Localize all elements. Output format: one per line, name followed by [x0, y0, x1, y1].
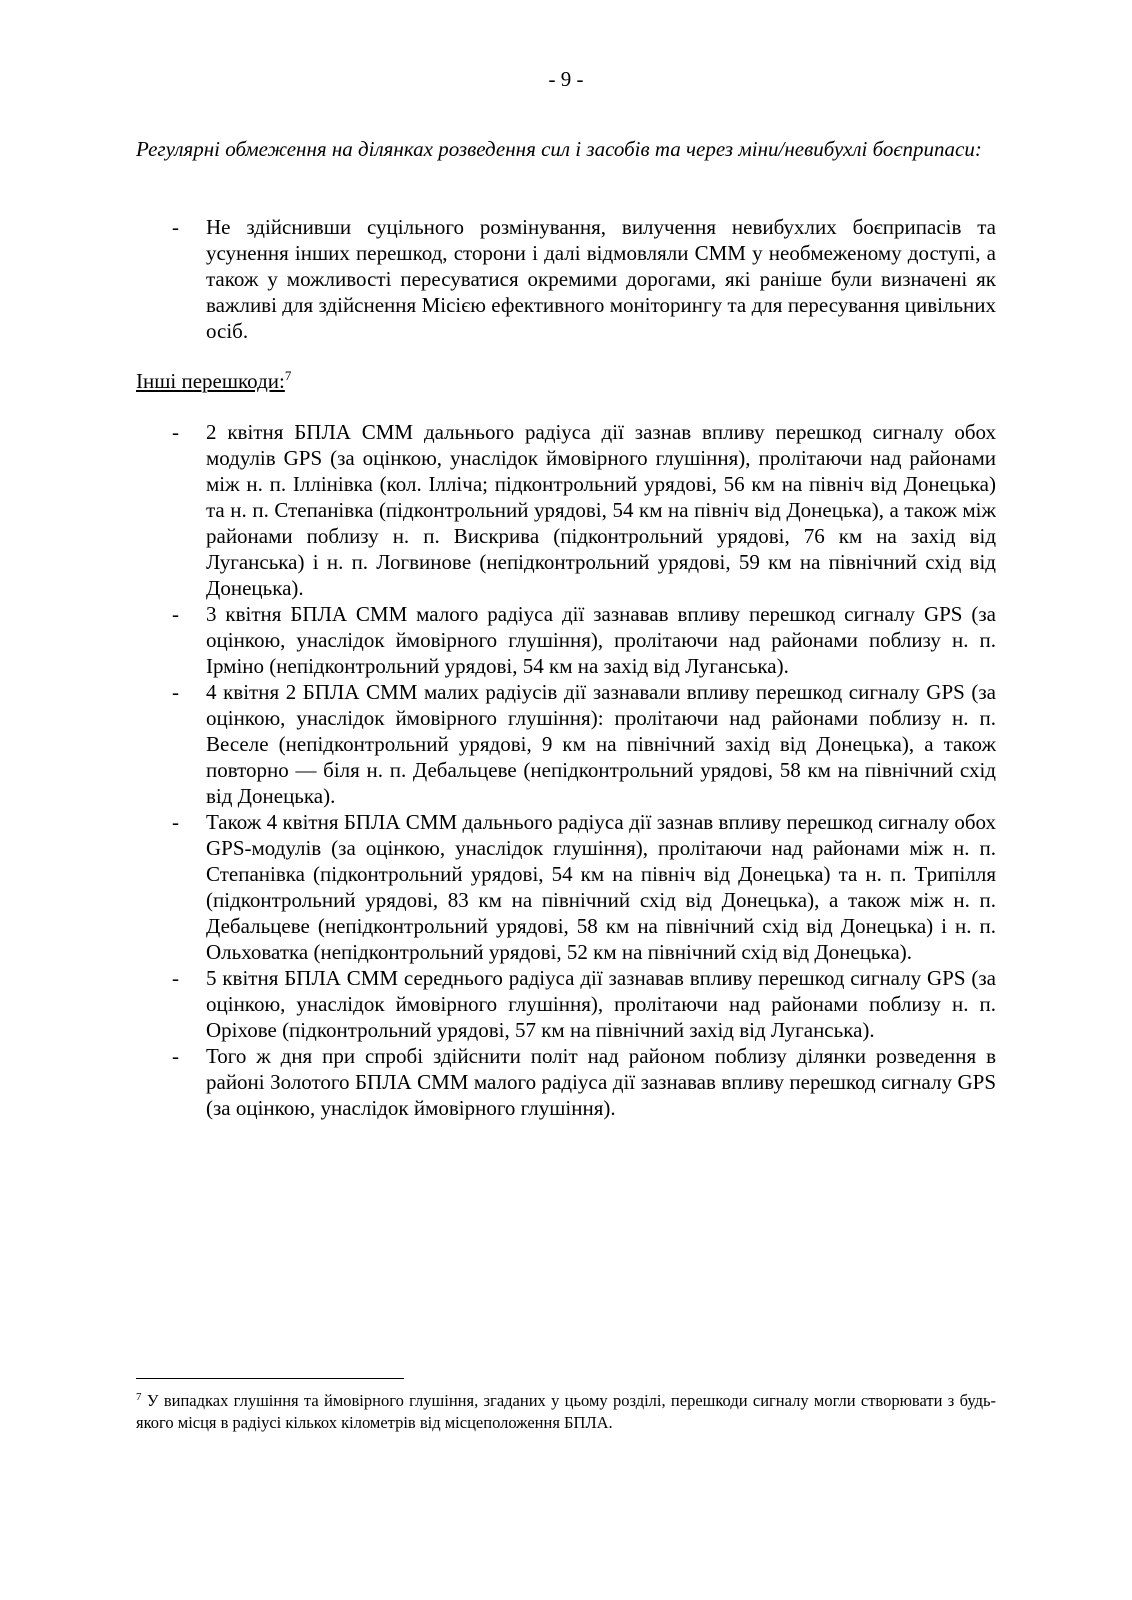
list-item — [136, 419, 996, 601]
page-number: - 9 - — [548, 67, 584, 91]
other-obstacles-list — [136, 419, 996, 1121]
list-item-text: 2 квітня БПЛА СММ дальнього радіуса дії зазнав впливу перешкод сигналу обох модулів GPS (за оцінкою, унаслідок ймовірного глушіння), пролітаючи над районами між н. п. Іллінівка (кол. Ілліча; підконтрольний урядові, 56 км на північ від Донецька) та н. п. Степанівка (підконтрольний урядові, 54 км на північ від Донецька), а також між районами поблизу н. п. Вискрива (підконтрольний урядові, 76 км на захід від Луганська) і н. п. Логвинове (непідконтрольний урядові, 59 км на північний схід від Донецька). — [206, 420, 996, 600]
footnote — [136, 1390, 996, 1434]
footnote-reference[interactable]: 7 — [284, 368, 292, 383]
footnote-number: 7 — [136, 1391, 142, 1403]
list-item-text: 5 квітня БПЛА СММ середнього радіуса дії зазнавав впливу перешкод сигналу GPS (за оцінкою, унаслідок ймовірного глушіння), пролітаючи над районами поблизу н. п. Оріхове (підконтрольний урядові, 57 км на північний захід від Луганська). — [206, 966, 996, 1042]
bullet-dash: - — [172, 215, 179, 239]
list-item — [136, 679, 996, 809]
bullet-dash: - — [172, 810, 179, 834]
restrictions-list — [136, 214, 996, 344]
other-obstacles-heading — [136, 368, 291, 394]
footnote-text: У випадках глушіння та ймовірного глушіння, згаданих у цьому розділі, перешкоди сигналу могли створювати з будь-якого місця в радіусі кількох кілометрів від місцеположення БПЛА. — [136, 1391, 996, 1432]
list-item — [136, 809, 996, 965]
bullet-dash: - — [172, 966, 179, 990]
bullet-dash: - — [172, 420, 179, 444]
list-item-text: Також 4 квітня БПЛА СММ дальнього радіуса дії зазнав впливу перешкод сигналу обох GPS-модулів (за оцінкою, унаслідок глушіння), пролітаючи над районами між н. п. Степанівка (підконтрольний урядові, 54 км на північ від Донецька) та н. п. Трипілля (підконтрольний урядові, 83 км на північний схід від Донецька), а також між н. п. Дебальцеве (непідконтрольний урядові, 58 км на північний схід від Донецька) і н. п. Ольховатка (непідконтрольний урядові, 52 км на північний схід від Донецька). — [206, 810, 996, 964]
list-item-text: Не здійснивши суцільного розмінування, вилучення невибухлих боєприпасів та усунення інших перешкод, сторони і далі відмовляли СММ у необмеженому доступі, а також у можливості пересуватися окремими дорогами, які раніше були визначені як важливі для здійснення Місією ефективного моніторингу та для пересування цивільних осіб. — [206, 215, 996, 343]
list-item-text: 3 квітня БПЛА СММ малого радіуса дії зазнавав впливу перешкод сигналу GPS (за оцінкою, унаслідок ймовірного глушіння), пролітаючи над районами поблизу н. п. Ірміно (непідконтрольний урядові, 54 км на захід від Луганська). — [206, 602, 996, 678]
bullet-dash: - — [172, 680, 179, 704]
list-item — [136, 965, 996, 1043]
other-obstacles-heading-text: Інші перешкоди: — [136, 369, 285, 393]
list-item-text: Того ж дня при спробі здійснити політ над районом поблизу ділянки розведення в районі Золотого БПЛА СММ малого радіуса дії зазнавав впливу перешкод сигналу GPS (за оцінкою, унаслідок ймовірного глушіння). — [206, 1044, 996, 1120]
bullet-dash: - — [172, 1044, 179, 1068]
list-item — [136, 601, 996, 679]
footnote-separator — [136, 1378, 404, 1379]
list-item-text: 4 квітня 2 БПЛА СММ малих радіусів дії зазнавали впливу перешкод сигналу GPS (за оцінкою, унаслідок ймовірного глушіння): пролітаючи над районами поблизу н. п. Веселе (непідконтрольний урядові, 9 км на північний захід від Донецька), а також повторно — біля н. п. Дебальцеве (непідконтрольний урядові, 58 км на північний схід від Донецька). — [206, 680, 996, 808]
restrictions-heading: Регулярні обмеження на ділянках розведення сил і засобів та через міни/невибухлі боєприпаси: — [136, 137, 982, 161]
list-item — [136, 214, 996, 344]
list-item — [136, 1043, 996, 1121]
bullet-dash: - — [172, 602, 179, 626]
